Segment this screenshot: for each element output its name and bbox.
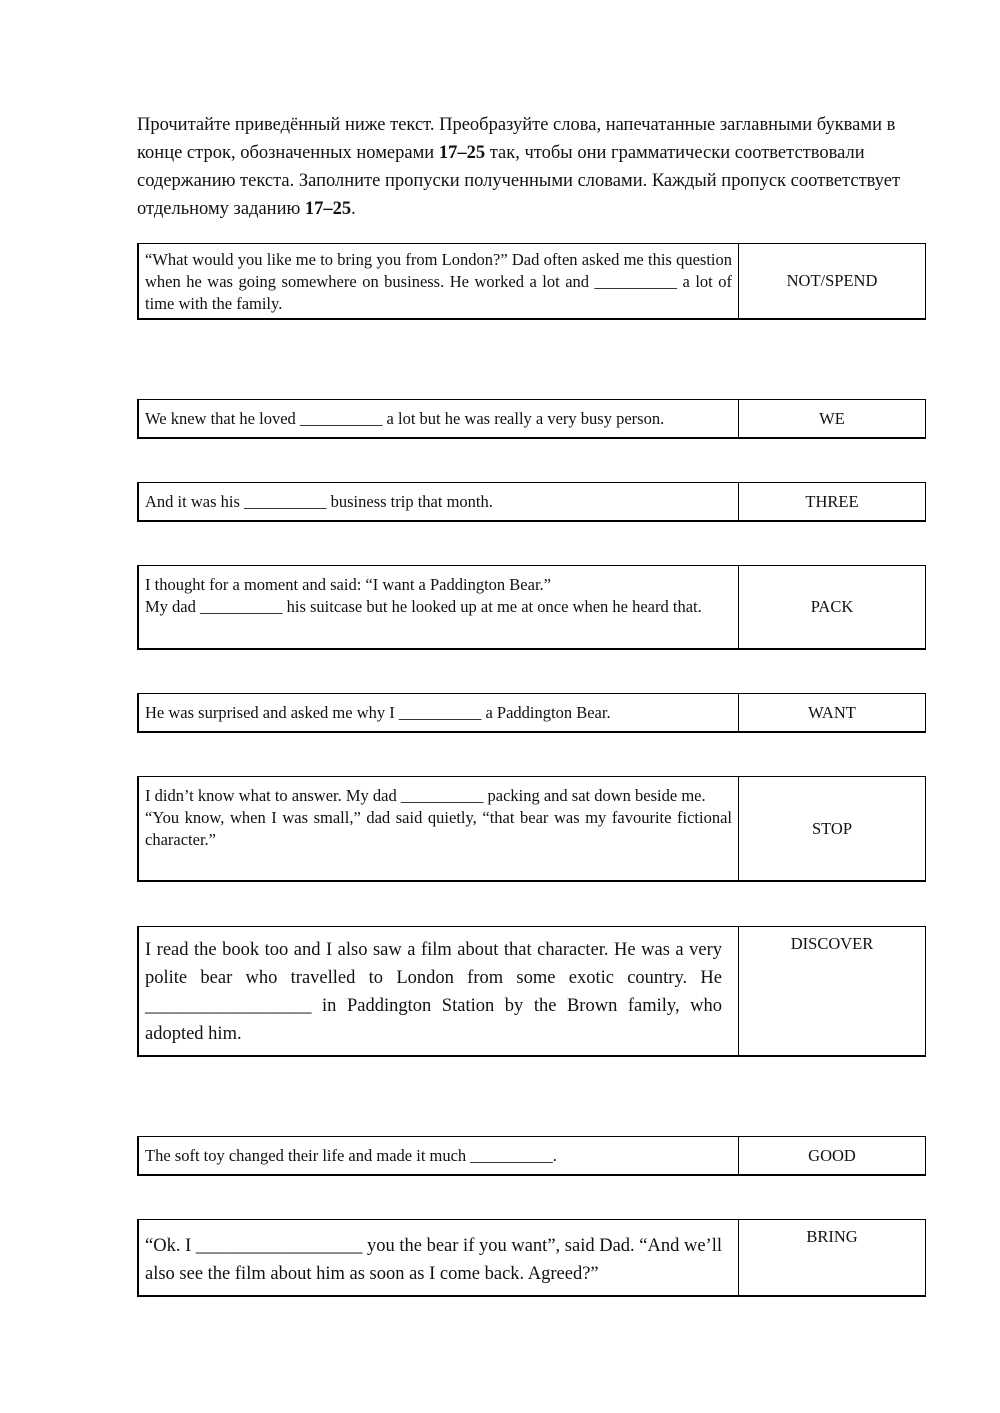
task-sentence: I didn’t know what to answer. My dad __________ packing and sat down beside me. [145, 786, 706, 805]
task-row-22 [137, 776, 926, 882]
task-keyword: THREE [805, 491, 859, 511]
task-sentence: And it was his __________ business trip that month. [145, 492, 493, 511]
task-keyword: PACK [810, 597, 854, 616]
task-sentence: He was surprised and asked me why I __________ a Paddington Bear. [145, 703, 611, 722]
task-keyword: STOP [811, 818, 853, 838]
task-sentence: We knew that he loved __________ a lot but he was really a very busy person. [145, 409, 665, 428]
task-row-23 [137, 926, 926, 1057]
task-keyword: BRING [806, 1227, 858, 1246]
task-sentence: “You know, when I was small,” dad said quietly, “that bear was my favourite fictional character.” [145, 808, 732, 849]
task-sentence: “Ok. I __________________ you the bear if you want”, said Dad. “And we’ll also see the film about him as soon as I come back. Agreed?” [145, 1236, 722, 1284]
task-text [139, 927, 739, 1055]
task-row-18 [137, 399, 926, 439]
task-sentence: My dad __________ his suitcase but he looked up at me at once when he heard that. [145, 597, 702, 616]
task-keyword: WANT [808, 702, 856, 722]
task-row-20 [137, 565, 926, 650]
task-keyword: GOOD [808, 1145, 856, 1165]
task-row-19 [137, 482, 926, 522]
task-sentence: The soft toy changed their life and made it much __________. [145, 1146, 557, 1165]
task-sentence: “What would you like me to bring you from London?” Dad often asked me this question when he was going somewhere on business. He worked a lot and __________ a lot of time with the family. [145, 250, 732, 313]
task-row-24 [137, 1136, 926, 1176]
task-row-21 [137, 693, 926, 733]
task-sentence: I thought for a moment and said: “I want a Paddington Bear.” [145, 575, 551, 594]
task-range-1: 17–25 [438, 143, 486, 163]
task-row-25 [137, 1219, 926, 1297]
task-sentence: I read the book too and I also saw a film about that character. He was a very polite bear who travelled to London from some exotic country. He __________________ in Paddington Station by the Brown family, who adopted him. [145, 940, 722, 1044]
task-text [139, 400, 739, 437]
task-text [139, 777, 739, 880]
task-keyword: NOT/SPEND [786, 271, 878, 290]
task-keyword: DISCOVER [790, 934, 874, 953]
task-text [139, 566, 739, 648]
instructions [137, 111, 917, 223]
task-text [139, 694, 739, 731]
task-text [139, 1137, 739, 1174]
instructions-part2: так, чтобы они грамматически соответствовали содержанию текста. Заполните пропуски полученными словами. Каждый пропуск соответствует отдельному заданию [137, 143, 901, 219]
instructions-part3: . [351, 199, 356, 219]
task-text [139, 244, 739, 318]
task-text [139, 483, 739, 520]
task-row-17 [137, 243, 926, 320]
task-text [139, 1220, 739, 1295]
task-keyword: WE [819, 408, 845, 428]
instructions-part1: Прочитайте приведённый ниже текст. Преобразуйте слова, напечатанные заглавными буквами в конце строк, обозначенных номерами [137, 115, 896, 163]
task-range-2: 17–25 [304, 199, 352, 219]
